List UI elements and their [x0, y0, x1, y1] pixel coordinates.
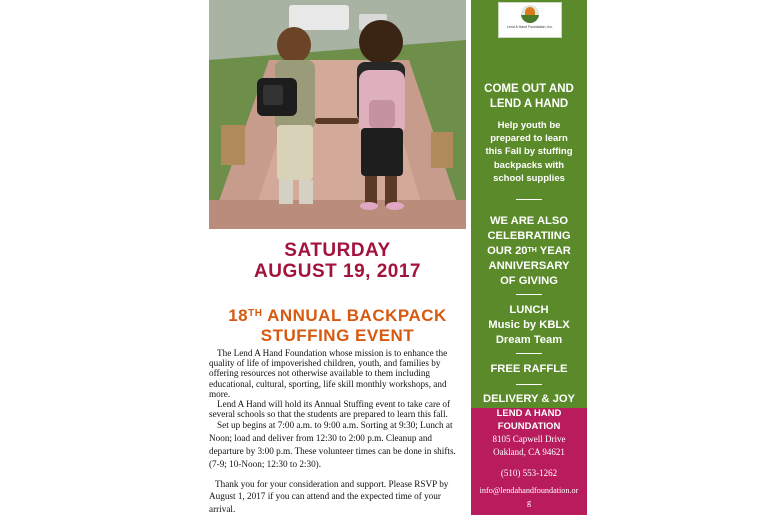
divider [516, 294, 542, 295]
event-title-line1: ANNUAL BACKPACK [262, 306, 447, 325]
date-full: AUGUST 19, 2017 [254, 261, 421, 282]
hero-photo [209, 0, 466, 229]
logo-emblem-icon [521, 5, 539, 23]
lunch-line2: Music by KBLX [488, 319, 570, 331]
address-line2: Oakland, CA 94621 [493, 447, 565, 457]
email-line2[interactable]: g [526, 498, 532, 507]
event-title [209, 306, 466, 346]
date-weekday: SATURDAY [284, 240, 391, 261]
celebrate-line3-end: YEAR [536, 245, 571, 257]
lunch-line3: Dream Team [495, 334, 563, 346]
org-name [471, 408, 587, 433]
help-line1: Help youth be [497, 120, 561, 131]
event-title-line2: STUFFING EVENT [260, 326, 415, 345]
schedule-paragraph: Set up begins at 7:00 a.m. to 9:00 a.m. Sorting at 9:30; Lunch at Noon; load and deliver from 12:30 to 2:00 p.m. Cleanup and departure by 3:00 p.m. These volunteer times can be done in shifts. (7-9; 10-Noon; 12:30 to 2:30). [209, 420, 456, 469]
org-phone: (510) 553-1262 [500, 468, 558, 478]
mission-paragraph: The Lend A Hand Foundation whose mission is to enhance the quality of life of impoverished children, youth, and families by offering resources not otherwise available to them including educational, cultural, sporting, life skill monthly workshops, and more. [209, 348, 448, 399]
event-ordinal-suffix: TH [248, 308, 263, 319]
celebrate-line3 [471, 244, 587, 259]
come-out-line1: COME OUT AND [484, 83, 574, 95]
come-out-line2: LEND A HAND [489, 98, 569, 110]
celebrate-line1: WE ARE ALSO [489, 215, 569, 227]
celebrate-line5: OF GIVING [500, 275, 558, 287]
anniversary-heading [471, 214, 587, 289]
sidebar [471, 0, 587, 515]
help-line2: prepared to learn [490, 133, 568, 145]
celebrate-line3-start: OUR 20 [487, 245, 528, 257]
celebrate-line3-sup: TH [527, 247, 537, 254]
org-address [471, 433, 587, 459]
divider [516, 353, 542, 354]
event-paragraph: Lend A Hand will hold its Annual Stuffing event to take care of several schools so that the students are prepared to learn this fall. [209, 399, 451, 420]
event-date [209, 240, 466, 282]
celebrate-line4: ANNIVERSARY [488, 260, 570, 272]
sidebar-contact-panel [471, 408, 587, 515]
help-line5: school supplies [493, 172, 565, 184]
help-line4: backpacks with [493, 159, 565, 171]
help-youth-text [471, 119, 587, 185]
divider [516, 199, 542, 200]
email-line1[interactable]: info@lendahandfoundation.or [479, 486, 579, 495]
event-description [209, 348, 466, 419]
main-column [209, 240, 466, 516]
sidebar-green-panel [471, 0, 587, 408]
org-name-line1: LEND A HAND [496, 408, 562, 419]
come-out-heading [471, 82, 587, 112]
raffle-heading: FREE RAFFLE [490, 363, 568, 375]
help-line3: this Fall by stuffing [485, 146, 573, 158]
rsvp-paragraph: Thank you for your consideration and support. Please RSVP by August 1, 2017 if you can attend and the expected time of your arrival. [209, 478, 449, 515]
logo-text: Lend A Hand Foundation, Inc. [506, 25, 554, 29]
lunch-line1: LUNCH [509, 304, 549, 316]
org-email[interactable] [471, 485, 587, 509]
children-with-backpacks-image [209, 0, 466, 229]
address-line1: 8105 Capwell Drive [492, 434, 566, 444]
lunch-heading [471, 303, 587, 348]
divider [516, 384, 542, 385]
foundation-logo [498, 2, 562, 38]
celebrate-line2: CELEBRATIING [487, 230, 571, 242]
event-ordinal: 18 [228, 306, 249, 325]
delivery-heading: DELIVERY & JOY [482, 393, 575, 405]
org-name-line2: FOUNDATION [497, 420, 561, 432]
